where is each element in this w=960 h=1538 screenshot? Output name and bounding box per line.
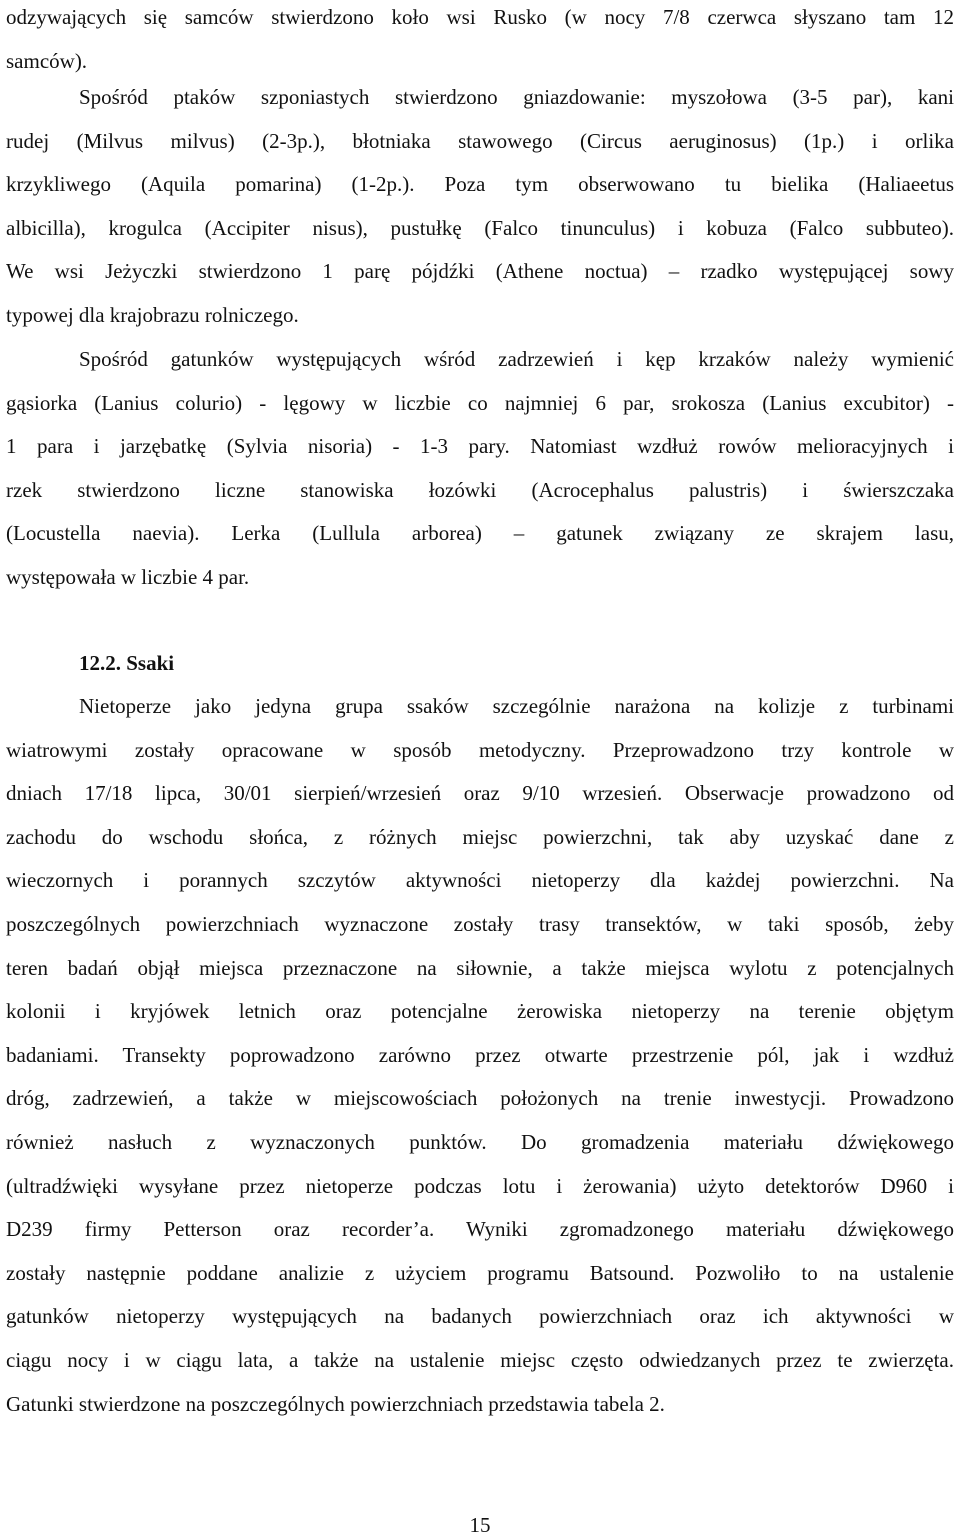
text-line: ciągu nocy i w ciągu lata, a także na ustalenie miejsc często odwiedzanych przez te zwierzęta. bbox=[6, 1347, 954, 1372]
text-line: rudej (Milvus milvus) (2-3p.), błotniaka stawowego (Circus aeruginosus) (1p.) i orlika bbox=[6, 128, 954, 153]
text-line: teren badań objął miejsca przeznaczone na siłownie, a także miejsca wylotu z potencjalnych bbox=[6, 955, 954, 980]
text-line: Spośród gatunków występujących wśród zadrzewień i kęp krzaków należy wymienić bbox=[79, 347, 954, 371]
text-line: dniach 17/18 lipca, 30/01 sierpień/wrzesień oraz 9/10 wrzesień. Obserwacje prowadzono od bbox=[6, 781, 954, 806]
text-line: odzywających się samców stwierdzono koło wsi Rusko (w nocy 7/8 czerwca słyszano tam 12 bbox=[6, 5, 954, 29]
text-line: rzek stwierdzono liczne stanowiska łozówki (Acrocephalus palustris) i świerszczaka bbox=[6, 477, 954, 502]
text-line: samców). bbox=[6, 48, 88, 73]
text-line: (Locustella naevia). Lerka (Lullula arborea) – gatunek związany ze skrajem lasu, bbox=[6, 521, 954, 546]
text-line: Nietoperze jako jedyna grupa ssaków szczególnie narażona na kolizje z turbinami bbox=[79, 694, 954, 718]
paragraph-shrubland-birds bbox=[6, 338, 954, 600]
text-line: Gatunki stwierdzone na poszczególnych powierzchniach przedstawia tabela 2. bbox=[6, 1391, 665, 1416]
text-line: poszczególnych powierzchniach wyznaczone zostały trasy transektów, w taki sposób, żeby bbox=[6, 911, 954, 936]
section-heading: 12.2. Ssaki bbox=[79, 651, 175, 675]
text-line: D239 firmy Petterson oraz recorder’a. Wyniki zgromadzonego materiału dźwiękowego bbox=[6, 1217, 954, 1242]
text-line: kolonii i kryjówek letnich oraz potencjalne żerowiska nietoperzy na terenie objętym bbox=[6, 999, 954, 1024]
text-line: wieczornych i porannych szczytów aktywności nietoperzy dla każdej powierzchni. Na bbox=[6, 868, 954, 893]
text-line: zostały następnie poddane analizie z użyciem programu Batsound. Pozwoliło to na ustalenie bbox=[6, 1260, 954, 1285]
text-line: typowej dla krajobrazu rolniczego. bbox=[6, 302, 299, 327]
paragraph-birds-intro bbox=[6, 0, 954, 83]
text-line: gąsiorka (Lanius colurio) - lęgowy w liczbie co najmniej 6 par, srokosza (Lanius excubitor) - bbox=[6, 390, 954, 415]
text-line: również nasłuch z wyznaczonych punktów. Do gromadzenia materiału dźwiękowego bbox=[6, 1129, 954, 1154]
paragraph-raptors bbox=[6, 76, 954, 338]
text-line: wiatrowymi zostały opracowane w sposób metodyczny. Przeprowadzono trzy kontrole w bbox=[6, 737, 954, 762]
text-line: badaniami. Transekty poprowadzono zarówno przez otwarte przestrzenie pól, jak i wzdłuż bbox=[6, 1042, 954, 1067]
text-line: gatunków nietoperzy występujących na badanych powierzchniach oraz ich aktywności w bbox=[6, 1304, 954, 1329]
text-line: Spośród ptaków szponiastych stwierdzono gniazdowanie: myszołowa (3-5 par), kani bbox=[79, 85, 954, 109]
text-line: 1 para i jarzębatkę (Sylvia nisoria) - 1-3 pary. Natomiast wzdłuż rowów melioracyjnych i bbox=[6, 434, 954, 459]
text-line: krzykliwego (Aquila pomarina) (1-2p.). Poza tym obserwowano tu bielika (Haliaeetus bbox=[6, 172, 954, 197]
paragraph-mammals-bats bbox=[6, 685, 954, 1426]
page-number: 15 bbox=[469, 1513, 491, 1537]
text-line: (ultradźwięki wysyłane przez nietoperze podczas lotu i żerowania) użyto detektorów D960 i bbox=[6, 1173, 954, 1198]
text-line: We wsi Jeżyczki stwierdzono 1 parę pójdźki (Athene noctua) – rzadko występującej sowy bbox=[6, 259, 954, 284]
text-line: występowała w liczbie 4 par. bbox=[6, 564, 250, 589]
text-line: dróg, zadrzewień, a także w miejscowościach położonych na trenie inwestycji. Prowadzono bbox=[6, 1086, 954, 1111]
text-line: zachodu do wschodu słońca, z różnych miejsc powierzchni, tak aby uzyskać dane z bbox=[6, 824, 954, 849]
text-line: albicilla), krogulca (Accipiter nisus), pustułkę (Falco tinunculus) i kobuza (Falco subbuteo). bbox=[6, 215, 954, 240]
